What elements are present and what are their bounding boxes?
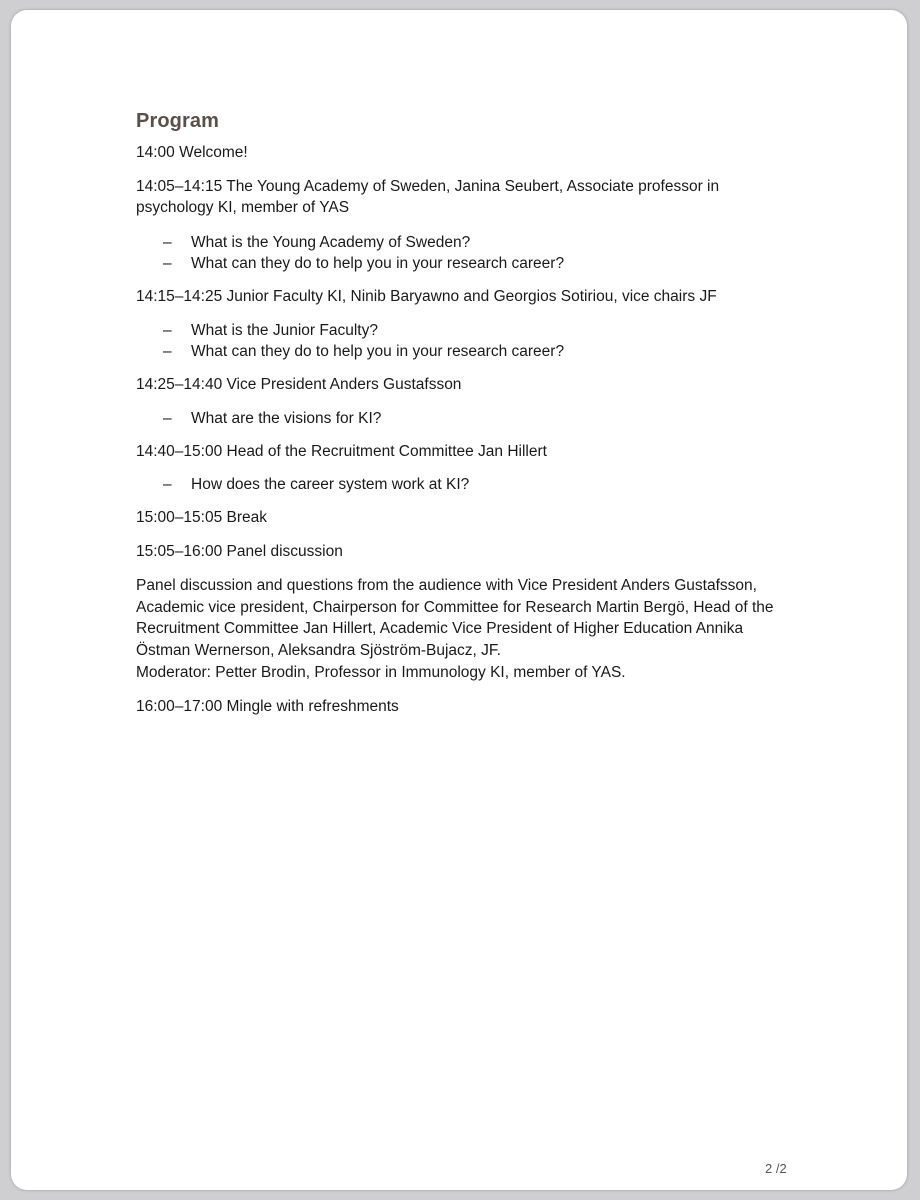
vp-line: 14:25–14:40 Vice President Anders Gustafsson: [136, 376, 462, 393]
dash-marker: –: [163, 410, 172, 427]
dash-marker: –: [163, 343, 172, 360]
document-page: [11, 10, 907, 1190]
dash-marker: –: [163, 476, 172, 493]
bullet-item: – What is the Young Academy of Sweden?: [163, 234, 471, 251]
recruit-line: 14:40–15:00 Head of the Recruitment Committee Jan Hillert: [136, 443, 547, 460]
program-heading: Program: [136, 110, 219, 132]
dash-marker: –: [163, 322, 172, 339]
dash-marker: –: [163, 234, 172, 251]
dash-marker: –: [163, 255, 172, 272]
jf-line: 14:15–14:25 Junior Faculty KI, Ninib Baryawno and Georgios Sotiriou, vice chairs JF: [136, 288, 717, 305]
moderator-line: Moderator: Petter Brodin, Professor in Immunology KI, member of YAS.: [136, 664, 626, 681]
mingle-line: 16:00–17:00 Mingle with refreshments: [136, 698, 399, 715]
panel-line: 15:05–16:00 Panel discussion: [136, 543, 343, 560]
welcome-line: 14:00 Welcome!: [136, 144, 248, 161]
break-line: 15:00–15:05 Break: [136, 509, 267, 526]
bullet-item: – How does the career system work at KI?: [163, 476, 470, 493]
page-number: 2 /2: [765, 1161, 787, 1176]
bullet-item: – What is the Junior Faculty?: [163, 322, 378, 339]
bullet-item: – What are the visions for KI?: [163, 410, 382, 427]
bullet-item: – What can they do to help you in your research career?: [163, 255, 565, 272]
yas-line-2: psychology KI, member of YAS: [136, 199, 350, 216]
bullet-item: – What can they do to help you in your research career?: [163, 343, 565, 360]
panel-text-line: Academic vice president, Chairperson for Committee for Research Martin Bergö, Head of the: [136, 599, 774, 616]
panel-text-line: Östman Wernerson, Aleksandra Sjöström-Bujacz, JF.: [136, 642, 501, 659]
panel-text-line: Recruitment Committee Jan Hillert, Academic Vice President of Higher Education Annika: [136, 620, 744, 637]
panel-text-line: Panel discussion and questions from the audience with Vice President Anders Gustafsson,: [136, 577, 757, 594]
yas-line-1: 14:05–14:15 The Young Academy of Sweden, Janina Seubert, Associate professor in: [136, 178, 720, 195]
